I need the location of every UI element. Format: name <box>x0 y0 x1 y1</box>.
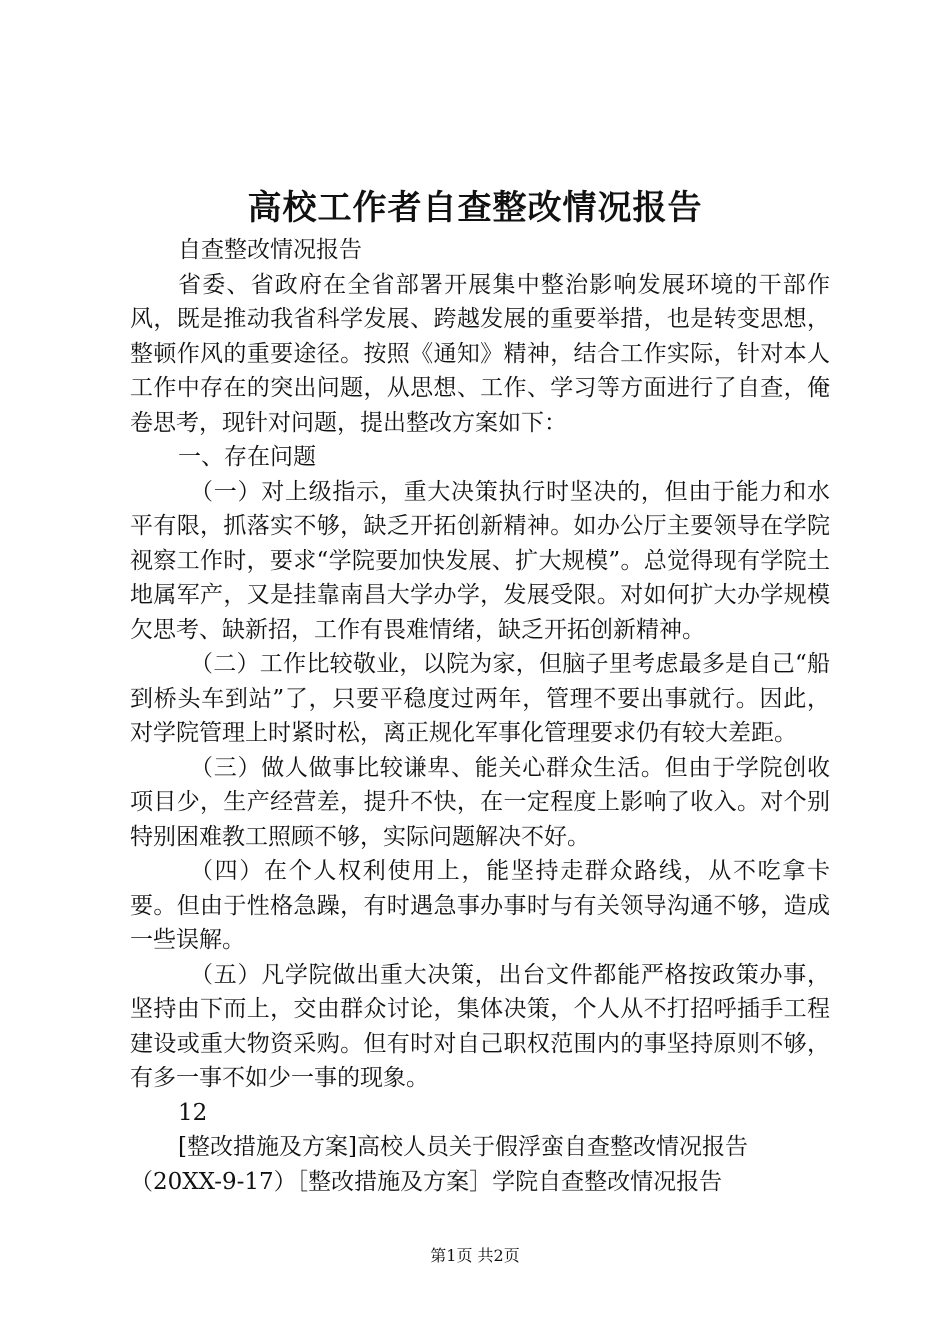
problem-item-4: （四）在个人权利使用上，能坚持走群众路线，从不吃拿卡要。但由于性格急躁，有时遇急事办事时与有关领导沟通不够，造成一些误解。 <box>130 858 830 953</box>
related-links <box>130 1130 830 1199</box>
intro-paragraph: 省委、省政府在全省部署开展集中整治影响发展环境的干部作风，既是推动我省科学发展、跨越发展的重要举措，也是转变思想，整顿作风的重要途径。按照《通知》精神，结合工作实际，针对本人工作中存在的突出问题，从思想、工作、学习等方面进行了自查，俺卷思考，现针对问题，提出整改方案如下： <box>130 271 830 436</box>
document-title: 高校工作者自查整改情况报告 <box>247 188 703 228</box>
related-link-2[interactable]: （20XX-9-17）［整改措施及方案］学院自查整改情况报告 <box>130 1168 723 1195</box>
problem-item-2: （二）工作比较敬业，以院为家，但脑子里考虑最多是自己“船到桥头车到站”了，只要平稳度过两年，管理不要出事就行。因此，对学院管理上时紧时松，离正规化军事化管理要求仍有较大差距。 <box>130 651 830 746</box>
document-body <box>130 233 830 1199</box>
problem-item-1: （一）对上级指示，重大决策执行时坚决的，但由于能力和水平有限，抓落实不够，缺乏开拓创新精神。如办公厅主要领导在学院视察工作时，要求“学院要加快发展、扩大规模”。总觉得现有学院土地属军产，又是挂靠南昌大学办学，发展受限。对如何扩大办学规模欠思考、缺新招，工作有畏难情绪，缺乏开拓创新精神。 <box>130 478 830 643</box>
page-marker: 12 <box>178 1099 208 1126</box>
problem-item-3: （三）做人做事比较谦卑、能关心群众生活。但由于学院创收项目少，生产经营差，提升不快，在一定程度上影响了收入。对个别特别困难教工照顾不够，实际问题解决不好。 <box>130 754 830 850</box>
problem-item-5: （五）凡学院做出重大决策，出台文件都能严格按政策办事，坚持由下而上，交由群众讨论，集体决策，个人从不打招呼插手工程建设或重大物资采购。但有时对自己职权范围内的事坚持原则不够，有多一事不如少一事的现象。 <box>130 961 830 1091</box>
document-subtitle: 自查整改情况报告 <box>178 237 362 263</box>
related-link-1[interactable]: [整改措施及方案]高校人员关于假浮蛮自查整改情况报告 <box>178 1134 748 1160</box>
section-heading: 一、存在问题 <box>178 444 316 470</box>
page-footer: 第1页 共2页 <box>430 1246 520 1265</box>
